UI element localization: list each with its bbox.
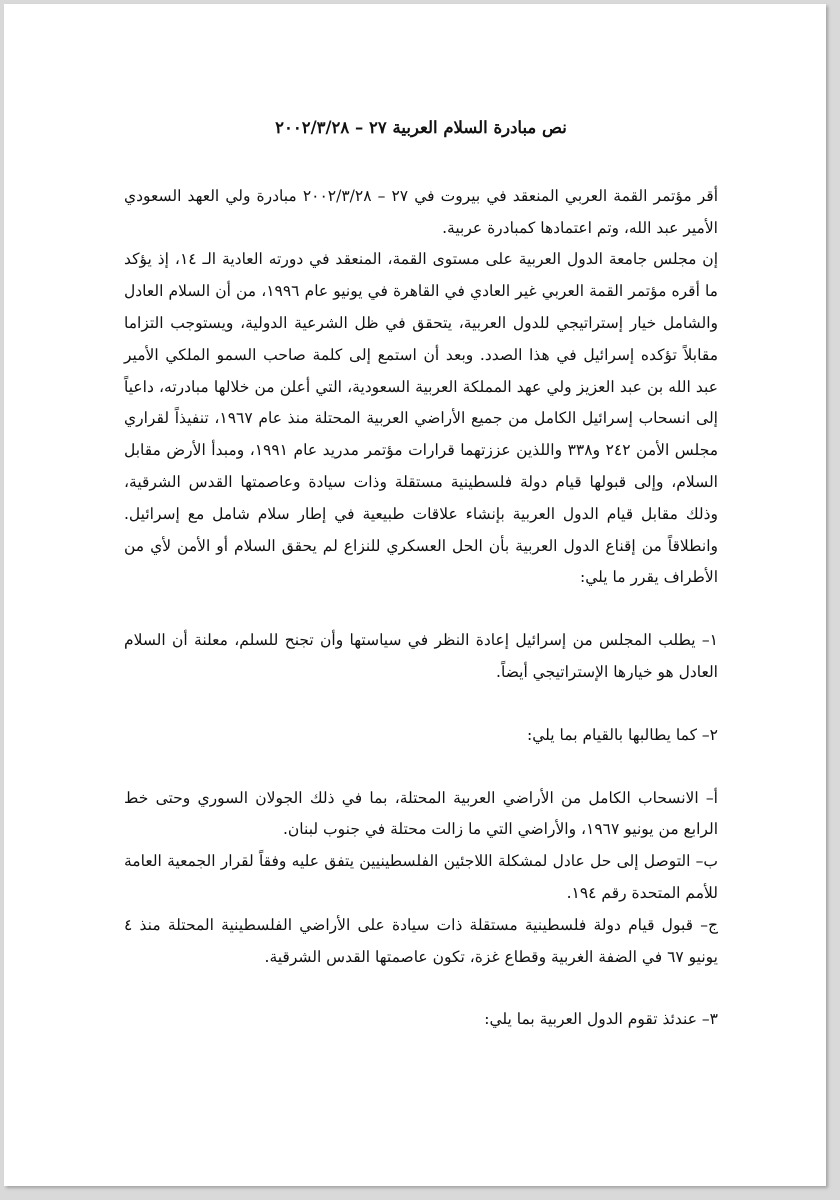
clause-2c: ج– قبول قيام دولة فلسطينية مستقلة ذات سيادة على الأراضي الفلسطينية المحتلة منذ ٤ يونيو ٦٧ في الضفة الغربية وقطاع غزة، تكون عاصمتها القدس الشرقية.	[124, 915, 718, 966]
document-page	[4, 4, 826, 1186]
clause-1: ١– يطلب المجلس من إسرائيل إعادة النظر في سياستها وأن تجنح للسلم، معلنة أن السلام العادل هو خيارها الإستراتيجي أيضاً.	[124, 631, 718, 681]
document-title: نص مبادرة السلام العربية ٢٧ – ٢٠٠٢/٣/٢٨	[275, 118, 567, 137]
clause-2: ٢– كما يطالبها بالقيام بما يلي:	[527, 725, 718, 744]
clause-2b: ب– التوصل إلى حل عادل لمشكلة اللاجئين الفلسطينيين يتفق عليه وفقاً لقرار الجمعية العامة للأمم المتحدة رقم ١٩٤.	[124, 852, 718, 902]
intro-paragraph: أقر مؤتمر القمة العربي المنعقد في بيروت في ٢٧ – ٢٠٠٢/٣/٢٨ مبادرة ولي العهد السعودي الأمير عبد الله، وتم اعتمادها كمبادرة عربية.	[124, 186, 719, 237]
preamble-paragraph: إن مجلس جامعة الدول العربية على مستوى القمة، المنعقد في دورته العادية الـ ١٤، إذ يؤكد ما أقره مؤتمر القمة العربي غير العادي في القاهرة في يونيو عام ١٩٩٦، من أن السلام العادل والشامل خيار إستراتيجي للدول العربية، يتحقق في ظل الشرعية الدولية، ويستوجب التزاما مقابلاً تؤكده إسرائيل في هذا الصدد. وبعد أن استمع إلى كلمة صاحب السمو الملكي الأمير عبد الله بن عبد العزيز ولي عهد المملكة العربية السعودية، التي أعلن من خلالها مبادرته، داعياً إلى انسحاب إسرائيل الكامل من جميع الأراضي العربية المحتلة منذ عام ١٩٦٧، تنفيذاً لقراري مجلس الأمن ٢٤٢ و٣٣٨ واللذين عززتهما قرارات مؤتمر مدريد عام ١٩٩١، ومبدأ الأرض مقابل السلام، وإلى قبولها قيام دولة فلسطينية مستقلة وذات سيادة وعاصمتها القدس الشرقية، وذلك مقابل قيام الدول العربية بإنشاء علاقات طبيعية في إطار سلام شامل مع إسرائيل. وانطلاقاً من إقناع الدول العربية بأن الحل العسكري للنزاع لم يحقق السلام أو الأمن لأي من الأطراف يقرر ما يلي:	[124, 250, 718, 587]
clause-2a: أ– الانسحاب الكامل من الأراضي العربية المحتلة، بما في ذلك الجولان السوري وحتى خط الرابع من يونيو ١٩٦٧، والأراضي التي ما زالت محتلة في جنوب لبنان.	[124, 788, 718, 839]
clause-3: ٣– عندئذ تقوم الدول العربية بما يلي:	[484, 1010, 718, 1029]
document-body	[124, 112, 718, 1036]
